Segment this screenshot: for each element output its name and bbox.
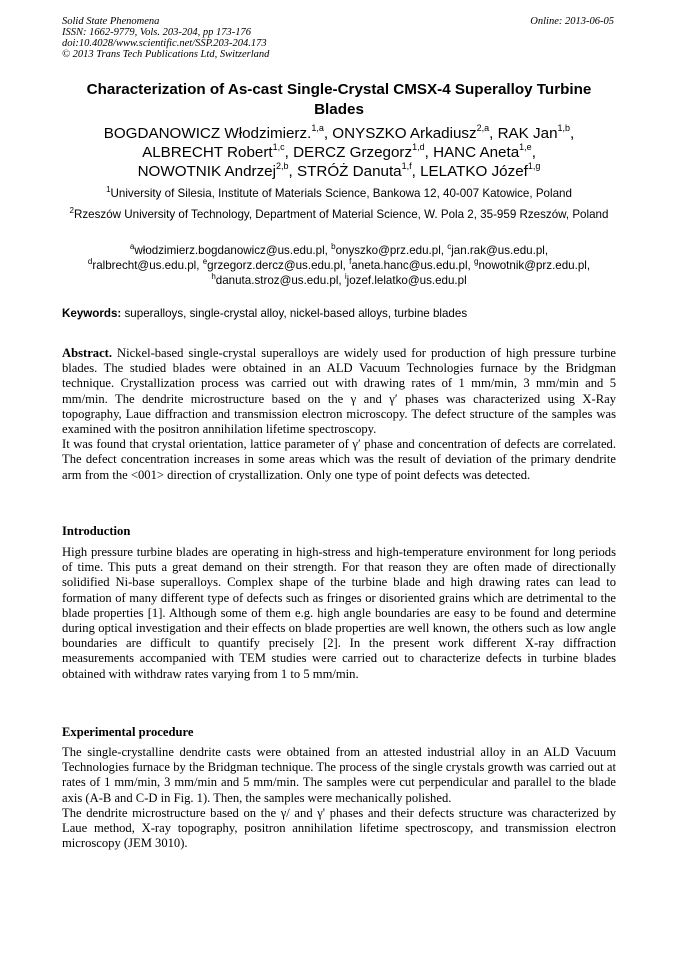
email-sup: d	[87, 257, 93, 267]
author-sep: ,	[288, 163, 297, 180]
introduction-paragraph: High pressure turbine blades are operating in high-stress and high-temperature environment for long periods of time. This puts a great demand on their strength. For that reason they are often made of directionally solidified Ni-base superalloys. Complex shape of the turbine blade and high drawing rates can lead to formation of many different type of defects such as fringes or disoriented grains which are detrimental to the blade properties [1]. Although some of them e.g. high angle boundaries are easy to be found and determine during optical investigation and their effects on blade properties are well known, the others such as low angle boundaries are difficult to quantify precisely [2]. In the present work different X-ray diffraction measurements accompanied with TEM studies were carried out to characterize defects in turbine blades obtained with withdraw rates varying from 1 to 5 mm/min.	[62, 545, 616, 681]
journal-header	[62, 16, 269, 60]
email-sup: h	[211, 272, 216, 282]
email-line	[62, 273, 616, 288]
author-sup: 1,d	[412, 141, 425, 152]
affiliation-sup: 2	[69, 206, 74, 216]
keywords-text: superalloys, single-crystal alloy, nickel-based alloys, turbine blades	[121, 307, 468, 320]
author-name: DERCZ Grzegorz	[293, 144, 413, 161]
email-sup: b	[331, 242, 336, 252]
abstract-paragraph: It was found that crystal orientation, lattice parameter of γ′ phase and concentration of defects are correlated. The defect concentration increases in some areas which was the result of deviation of the primary dendrite arm from the <001> direction of crystallization. Only one type of point defects was detected.	[62, 437, 616, 482]
author-sup: 2,b	[276, 160, 289, 171]
abstract-label: Abstract.	[62, 346, 113, 360]
copyright-line: © 2013 Trans Tech Publications Ltd, Switzerland	[62, 49, 270, 60]
author-name: LELATKO Józef	[420, 163, 528, 180]
email-sup: i	[344, 272, 347, 282]
author-name: NOWOTNIK Andrzej	[137, 163, 276, 180]
online-date: Online: 2013-06-05	[530, 16, 614, 27]
keywords-label: Keywords:	[62, 307, 122, 320]
email-line	[62, 243, 616, 258]
email-link[interactable]: włodzimierz.bogdanowicz@us.edu.pl,	[134, 244, 332, 257]
affiliation	[62, 207, 616, 222]
introduction-text	[62, 545, 616, 682]
author-sep: ,	[424, 144, 434, 161]
author-sep: ,	[411, 163, 421, 180]
email-list	[62, 243, 616, 288]
email-sup: a	[129, 242, 135, 252]
author-sep: ,	[489, 125, 498, 142]
experimental-paragraph: The dendrite microstructure based on the γ/ and γ' phases and their defects structure was characterized by Laue method, X-ray topography, positron annihilation lifetime spectroscopy, and transmission electron microscopy (JEM 3010).	[62, 805, 616, 851]
email-link[interactable]: grzegorz.dercz@us.edu.pl,	[207, 259, 350, 272]
email-line	[62, 258, 616, 273]
doi-line: doi:10.4028/www.scientific.net/SSP.203-204.173	[62, 38, 267, 49]
author-sup: 2,a	[476, 122, 490, 133]
affiliation	[62, 186, 616, 201]
keywords	[62, 306, 616, 321]
email-link[interactable]: jozef.lelatko@us.edu.pl	[346, 274, 467, 287]
author-name: HANC Aneta	[433, 144, 520, 161]
author-sup: 1,a	[311, 122, 324, 133]
author-line	[62, 124, 616, 143]
author-sup: 1,c	[272, 141, 285, 152]
affiliation-text: Rzeszów University of Technology, Department of Material Science, W. Pola 2, 35-959 Rzeszów, Poland	[74, 208, 609, 221]
email-sup: c	[447, 242, 452, 252]
email-link[interactable]: ralbrecht@us.edu.pl,	[92, 259, 203, 272]
author-sep: ,	[570, 125, 575, 142]
author-name: RAK Jan	[497, 125, 558, 142]
author-sep: ,	[284, 144, 294, 161]
author-name: ALBRECHT Robert	[142, 144, 273, 161]
email-link[interactable]: danuta.stroz@us.edu.pl,	[215, 274, 345, 287]
author-name: BOGDANOWICZ Włodzimierz.	[103, 125, 312, 142]
author-line	[62, 143, 616, 162]
author-sup: 1,b	[557, 122, 571, 133]
email-sup: e	[202, 257, 208, 267]
journal-name: Solid State Phenomena	[62, 16, 160, 27]
paper-title: Characterization of As-cast Single-Crystal CMSX-4 Superalloy Turbine Blades	[86, 81, 592, 118]
affiliation-sup: 1	[106, 185, 111, 195]
experimental-paragraph: The single-crystalline dendrite casts were obtained from an attested industrial alloy in an ALD Vacuum Technologies furnace by the Bridgman technique. The process of the single crystals growth was carried out at rates of 1 mm/min, 3 mm/min and 5 mm/min. The samples were cut perpendicular and parallel to the blade axis (A-B and C-D in Fig. 1). Then, the samples were mechanically polished.	[62, 745, 616, 805]
email-sup: g	[473, 257, 479, 267]
email-link[interactable]: jan.rak@us.edu.pl,	[451, 244, 549, 257]
email-link[interactable]: aneta.hanc@us.edu.pl,	[351, 259, 474, 272]
email-link[interactable]: nowotnik@prz.edu.pl,	[478, 259, 591, 272]
abstract	[62, 346, 616, 483]
experimental-text	[62, 745, 616, 851]
email-sup: f	[349, 257, 352, 267]
abstract-paragraph	[62, 346, 616, 437]
abstract-text: Nickel-based single-crystal superalloys are widely used for production of high pressure turbine blades. The studied blades were obtained in an ALD Vacuum Technologies furnace by the Bridgman technique. Crystallization process was carried out with drawing rates of 1 mm/min, 3 mm/min and 5 mm/min. The dendrite microstructure based on the γ and γ′ phases was characterized using X-Ray topography, Laue diffraction and transmission electron microscopy. The defect structure of the samples was examined with the positron annihilation lifetime spectroscopy.	[62, 346, 616, 437]
author-sep: ,	[323, 125, 333, 142]
author-line	[62, 162, 616, 181]
section-heading-introduction: Introduction	[62, 524, 131, 538]
author-name: ONYSZKO Arkadiusz	[332, 125, 477, 142]
issn-line: ISSN: 1662-9779, Vols. 203-204, pp 173-176	[62, 27, 251, 38]
section-heading-experimental: Experimental procedure	[62, 725, 194, 739]
email-link[interactable]: onyszko@prz.edu.pl,	[335, 244, 448, 257]
author-sep: ,	[531, 144, 536, 161]
affiliation-text: University of Silesia, Institute of Materials Science, Bankowa 12, 40-007 Katowice, Poland	[110, 187, 572, 200]
author-sup: 1,f	[401, 160, 412, 171]
author-sup: 1,g	[527, 160, 541, 171]
author-sup: 1,e	[519, 141, 532, 152]
author-name: STRÓŻ Danuta	[296, 163, 402, 180]
author-list	[62, 124, 616, 181]
